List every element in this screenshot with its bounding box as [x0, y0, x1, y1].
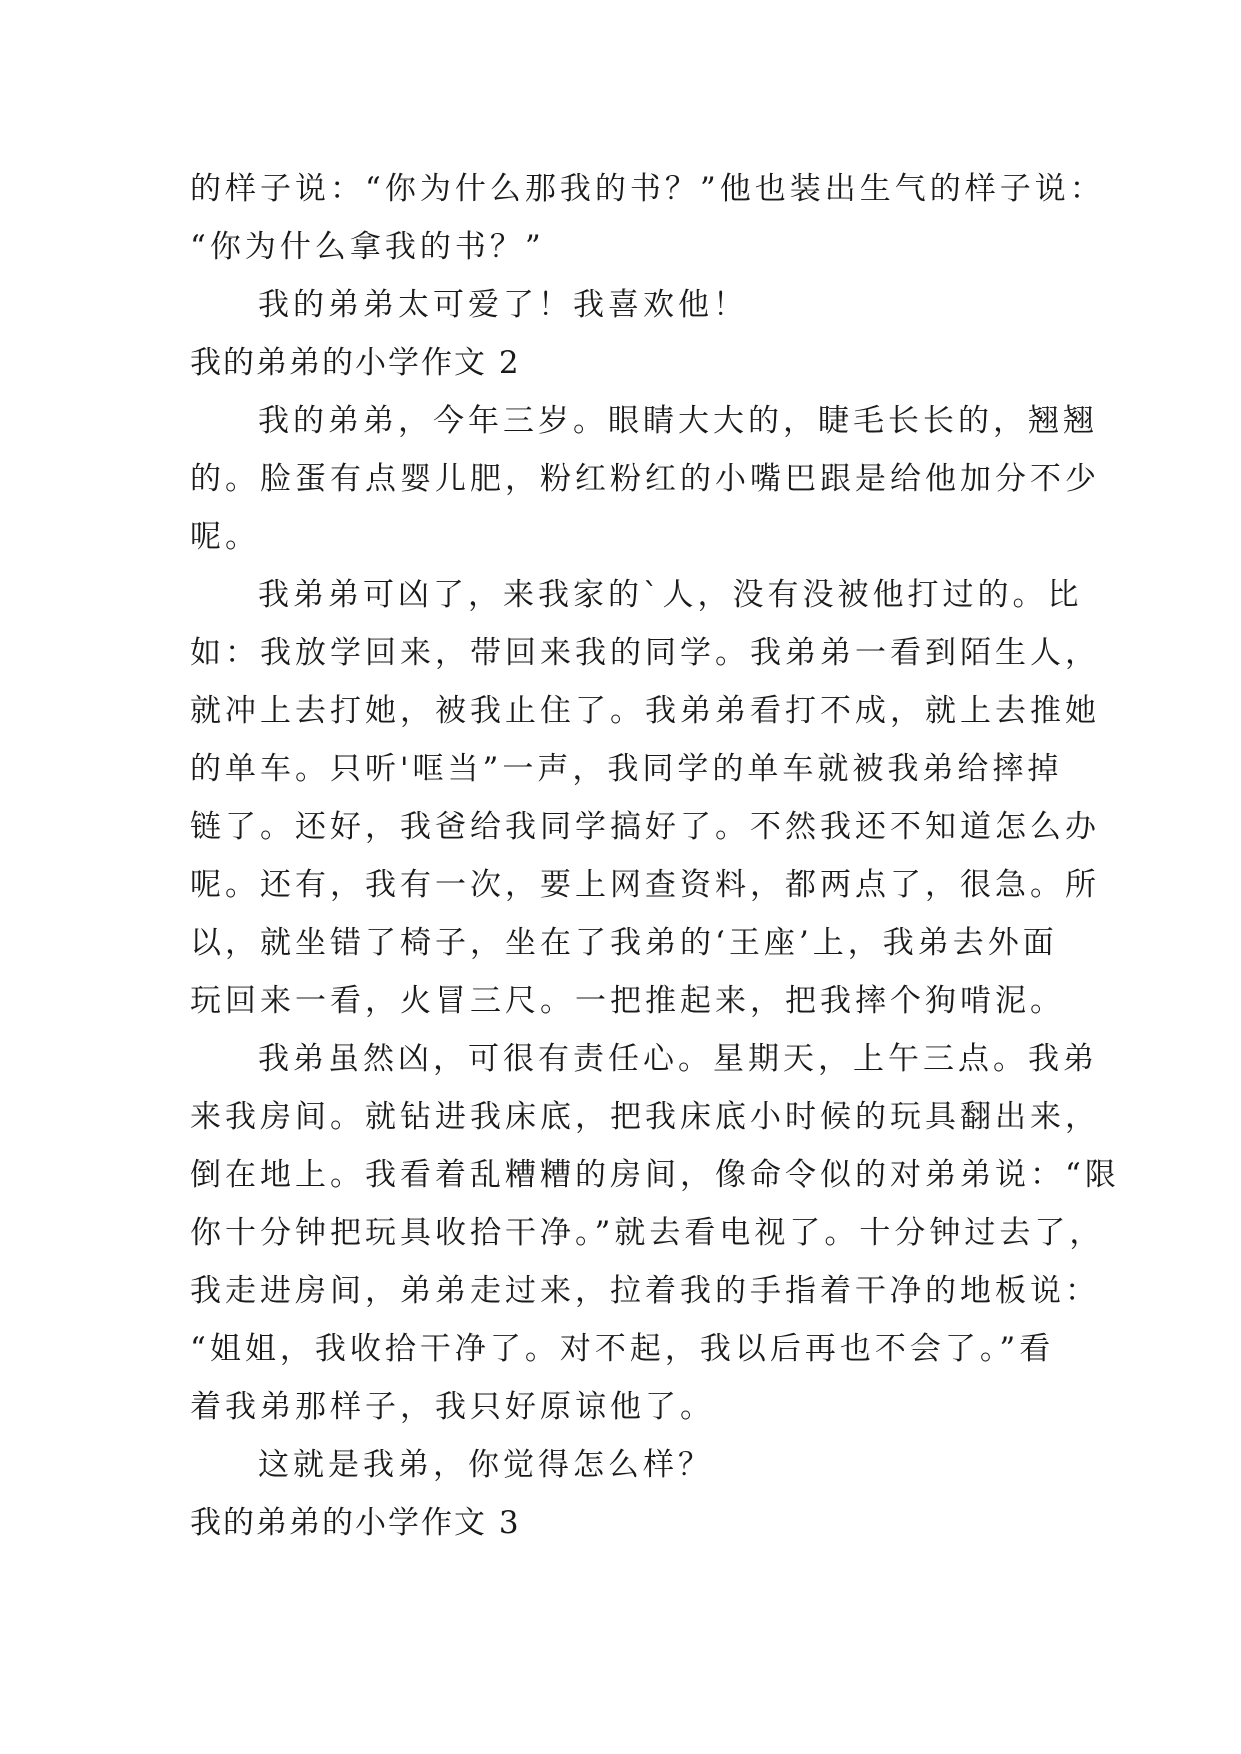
- text-line: 你十分钟把玩具收拾干净。”就去看电视了。十分钟过去了，: [190, 1215, 1105, 1251]
- text-line: 着我弟那样子，我只好原谅他了。: [190, 1389, 715, 1425]
- text-line: “你为什么拿我的书？”: [190, 229, 545, 265]
- text-line: 玩回来一看，火冒三尺。一把推起来，把我摔个狗啃泥。: [190, 983, 1065, 1019]
- text-line: 我弟弟可凶了，来我家的`人，没有没被他打过的。比: [258, 577, 1083, 613]
- text-line: 的单车。只听'哐当”一声，我同学的单车就被我弟给摔掉: [190, 751, 1063, 787]
- text-line: 我的弟弟，今年三岁。眼睛大大的，睫毛长长的，翘翘: [258, 403, 1098, 439]
- text-line: 就冲上去打她，被我止住了。我弟弟看打不成，就上去推她: [190, 693, 1100, 729]
- text-line: 呢。还有，我有一次，要上网查资料，都两点了，很急。所: [190, 867, 1100, 903]
- text-line: 呢。: [190, 519, 260, 555]
- text-line: 我弟虽然凶，可很有责任心。星期天，上午三点。我弟: [258, 1041, 1098, 1077]
- text-line: 来我房间。就钻进我床底，把我床底小时候的玩具翻出来，: [190, 1099, 1100, 1135]
- section-heading: 我的弟弟的小学作文 3: [190, 1505, 521, 1541]
- text-line: 以，就坐错了椅子，坐在了我弟的‘王座’上，我弟去外面: [190, 925, 1058, 961]
- text-line: 链了。还好，我爸给我同学搞好了。不然我还不知道怎么办: [190, 809, 1100, 845]
- text-line: 我走进房间，弟弟走过来，拉着我的手指着干净的地板说：: [190, 1273, 1100, 1309]
- document-page: [190, 160, 1120, 1552]
- text-line: 的。脸蛋有点婴儿肥，粉红粉红的小嘴巴跟是给他加分不少: [190, 461, 1100, 497]
- text-line: 的样子说：“你为什么那我的书？”他也装出生气的样子说：: [190, 171, 1105, 207]
- text-line: 倒在地上。我看着乱糟糟的房间，像命令似的对弟弟说：“限: [190, 1157, 1120, 1193]
- section-heading: 我的弟弟的小学作文 2: [190, 345, 521, 381]
- text-line: “姐姐，我收拾干净了。对不起，我以后再也不会了。”看: [190, 1331, 1055, 1367]
- text-line: 如：我放学回来，带回来我的同学。我弟弟一看到陌生人，: [190, 635, 1100, 671]
- text-line: 我的弟弟太可爱了！我喜欢他！: [258, 287, 748, 323]
- text-line: 这就是我弟，你觉得怎么样？: [258, 1447, 713, 1483]
